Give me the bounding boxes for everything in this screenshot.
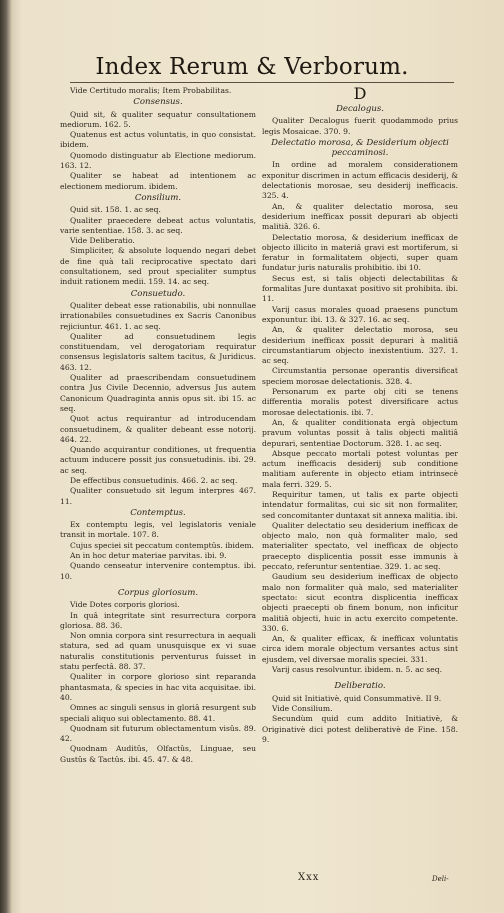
section-heading: Consuetudo. — [130, 288, 186, 299]
index-entry: Qualiter ad consuetudinem legis constituendam, vel derogatoriam requiratur consensus legislatoris saltem tacitus, & Juridicus. 463. 12. — [60, 331, 256, 372]
index-entry: Simpliciter, & absolute loquendo negari debet de fine quà tali reciprocative spectato dari consultationem, sed prout specialiter sumptus induit rationem medii. 159. 14. ac seq. — [60, 246, 256, 287]
index-entry: Qualiter se habeat ad intentionem ac electionem mediorum. ibidem. — [60, 171, 256, 191]
section-heading: Consilium. — [134, 192, 182, 203]
index-entry: An, & qualiter delectatio morosa, seu desiderium inefficax possit depurari ab objecti malitiâ. 326. 6. — [262, 201, 458, 232]
catchword: Deli- — [432, 875, 449, 883]
index-entry: Secundùm quid cum addito Initiativè, & Originativè dici potest deliberativè de Fine. 158. 9. — [262, 714, 458, 744]
index-entry: Secus est, si talis objecti delectabilitas & formalitas Jure duntaxat positivo sit prohibita. ibi. 11. — [262, 273, 458, 304]
page-title: Index Rerum & Verborum. — [95, 54, 409, 80]
index-entry: Non omnia corpora sint resurrectura in aequali statura, sed ad quam unusquisque ex vi suae naturalis constitutionis perventurus fuisset in statu perfectâ. 88. 37. — [60, 631, 256, 672]
index-entry: Qualiter debeat esse rationabilis, ubi nonnullae irrationabiles consuetudines ex Sacris Canonibus rejiciuntur. 461. 1. ac seq. — [60, 300, 256, 331]
index-entry: Quatenus est actus voluntatis, in quo consistat. ibidem. — [60, 130, 256, 150]
section-gap — [262, 675, 458, 680]
index-entry: Qualiter consuetudo sit legum interpres 467. 11. — [60, 486, 256, 506]
index-entry: Quando acquirantur conditiones, ut frequentia actuum inducere possit jus consuetudinis. ibi. 29. ac seq. — [60, 445, 256, 475]
index-entry: De effectibus consuetudinis. 466. 2. ac seq. — [70, 475, 238, 485]
index-entry: In ordine ad moralem considerationem exponitur discrimen in actum efficacis desiderij, & delectationis morosae, seu desiderij inefficacis. 325. 4. — [262, 160, 458, 201]
section-letter: D — [353, 84, 367, 103]
section-heading: Contemptus. — [130, 507, 186, 518]
index-entry: Varij casus resolvuntur. ibidem. n. 5. ac seq. — [272, 665, 443, 675]
index-entry: Vide Consilium. — [272, 703, 333, 713]
section-heading: Consensus. — [133, 97, 183, 108]
index-entry: Omnes ac singuli sensus in gloriâ resurgent sub speciali aliquo sui oblectamento. 88. 41. — [60, 703, 256, 723]
index-entry: Quid sit Initiativè, quid Consummativè. II 9. — [272, 693, 442, 703]
left-column — [60, 86, 256, 765]
index-entry: Quid sit. 158. 1. ac seq. — [70, 205, 161, 215]
index-entry: Vide Deliberatio. — [70, 236, 135, 246]
section-heading: Delectatio morosa, & Desiderium objecti peccaminosi. — [271, 137, 449, 159]
right-column — [262, 86, 458, 745]
index-entry: An, & qualiter conditionata ergà objectum pravum voluntas possit à talis objecti malitiâ depurari, sententiae Doctorum. 328. 1. ac seq. — [262, 417, 458, 448]
index-entry: Quando censeatur intervenire contemptus. ibi. 10. — [60, 561, 256, 581]
index-entry: Qualiter ad praescribendam consuetudinem contra Jus Civile Decennio, adversus Jus autem Canonicum Quadraginta annis opus sit. ibi 15. ac seq. — [60, 373, 256, 413]
index-entry: Quomodo distinguatur ab Electione mediorum. 163. 12. — [60, 150, 256, 171]
index-entry: Gaudium seu desiderium inefficax de objecto malo non formaliter quà malo, sed materialiter spectato: sicut econtra displicentia inefficax objecti praecepti ob finem bonum, non inficitur malitiâ objecti, huic in actu exercito competente. 330. 6. — [262, 572, 458, 633]
index-entry: Vide Dotes corporis gloriosi. — [70, 600, 180, 610]
index-entry: Ex contemptu legis, vel legislatoris veniale transit in mortale. 107. 8. — [60, 520, 256, 540]
index-entry: Personarum ex parte obj citi se tenens differentia moralis potest diversificare actus morosae delectationis. ibi. 7. — [262, 387, 458, 417]
index-entry: Quot actus requirantur ad introducendam consuetudinem, & qualiter debeant esse notorij. 464. 22. — [60, 414, 256, 444]
cross-reference: Vide Certitudo moralis; Item Probabilitas. — [70, 86, 232, 95]
section-heading: Decalogus. — [335, 104, 384, 114]
index-entry: An, & qualiter delectatio morosa, seu desiderium inefficax possit depurari à malitiâ circumstantiarum objecto inexistentium. 327. 1. ac seq. — [262, 325, 458, 366]
index-entry: Cujus speciei sit peccatum contemptûs. ibidem. — [70, 540, 254, 550]
index-entry: Quid sit, & qualiter sequatur consultationem mediorum. 162. 5. — [60, 109, 256, 129]
title-rule — [70, 82, 454, 83]
index-entry: An in hoc detur materiae parvitas. ibi. 9. — [70, 551, 227, 561]
index-entry: Requiritur tamen, ut talis ex parte objecti intendatur formalitas, cui sic sit non formaliter, sed concomitanter duntaxat sit annexa malitia. ibi. — [262, 489, 458, 520]
section-heading: Corpus gloriosum. — [117, 587, 199, 598]
index-entry: In quâ integritate sint resurrectura corpora gloriosa. 88. 36. — [60, 610, 256, 630]
section-gap — [60, 582, 256, 587]
index-entry: Qualiter Decalogus fuerit quodammodo prius legis Mosaicae. 370. 9. — [262, 116, 458, 136]
index-entry: An, & qualiter efficax, & inefficax voluntatis circa idem morale objectum versantes actus sint ejusdem, vel diversae moralis speciei. 331. — [262, 634, 458, 664]
index-entry: Quodnam Auditûs, Olfactûs, Linguae, seu Gustûs & Tactûs. ibi. 45. 47. & 48. — [60, 744, 256, 764]
index-entry: Delectatio morosa, & desiderium inefficax de objecto illicito in materiâ gravi est mortiferum, si feratur in formalitatem objecti, super quam fundatur juris naturalis prohibitio. ibi 10. — [262, 232, 458, 273]
index-entry: Qualiter in corpore glorioso sint reparanda phantasmata, & species in hac vita acquisitae. ibi. 40. — [60, 672, 256, 702]
index-entry: Qualiter delectatio seu desiderium inefficax de objecto malo, non quà formaliter malo, sed materialiter spectato, vel inefficax de objecto praecepto displicentia possit esse immunis à peccato, referuntur sententiae. 329. 1. ac seq. — [262, 520, 458, 572]
index-entry: Circumstantia personae operantis diversificat speciem morosae delectationis. 328. 4. — [262, 366, 458, 386]
section-heading: Deliberatio. — [334, 681, 386, 692]
index-entry: Absque peccato mortali potest voluntas per actum inefficacis desiderij sub conditione malitiam auferente in objecto etiam intrinsecè mala ferri. 329. 5. — [262, 448, 458, 489]
signature-mark: Xxx — [298, 872, 320, 883]
index-entry: Qualiter praecedere debeat actus voluntatis, varie sententiae. 158. 3. ac seq. — [60, 215, 256, 235]
index-entry: Quodnam sit futurum oblectamentum visûs. 89. 42. — [60, 723, 256, 744]
index-entry: Varij casus morales quoad praesens punctum exponuntur. ibi. 13. & 327. 16. ac seq. — [262, 304, 458, 324]
